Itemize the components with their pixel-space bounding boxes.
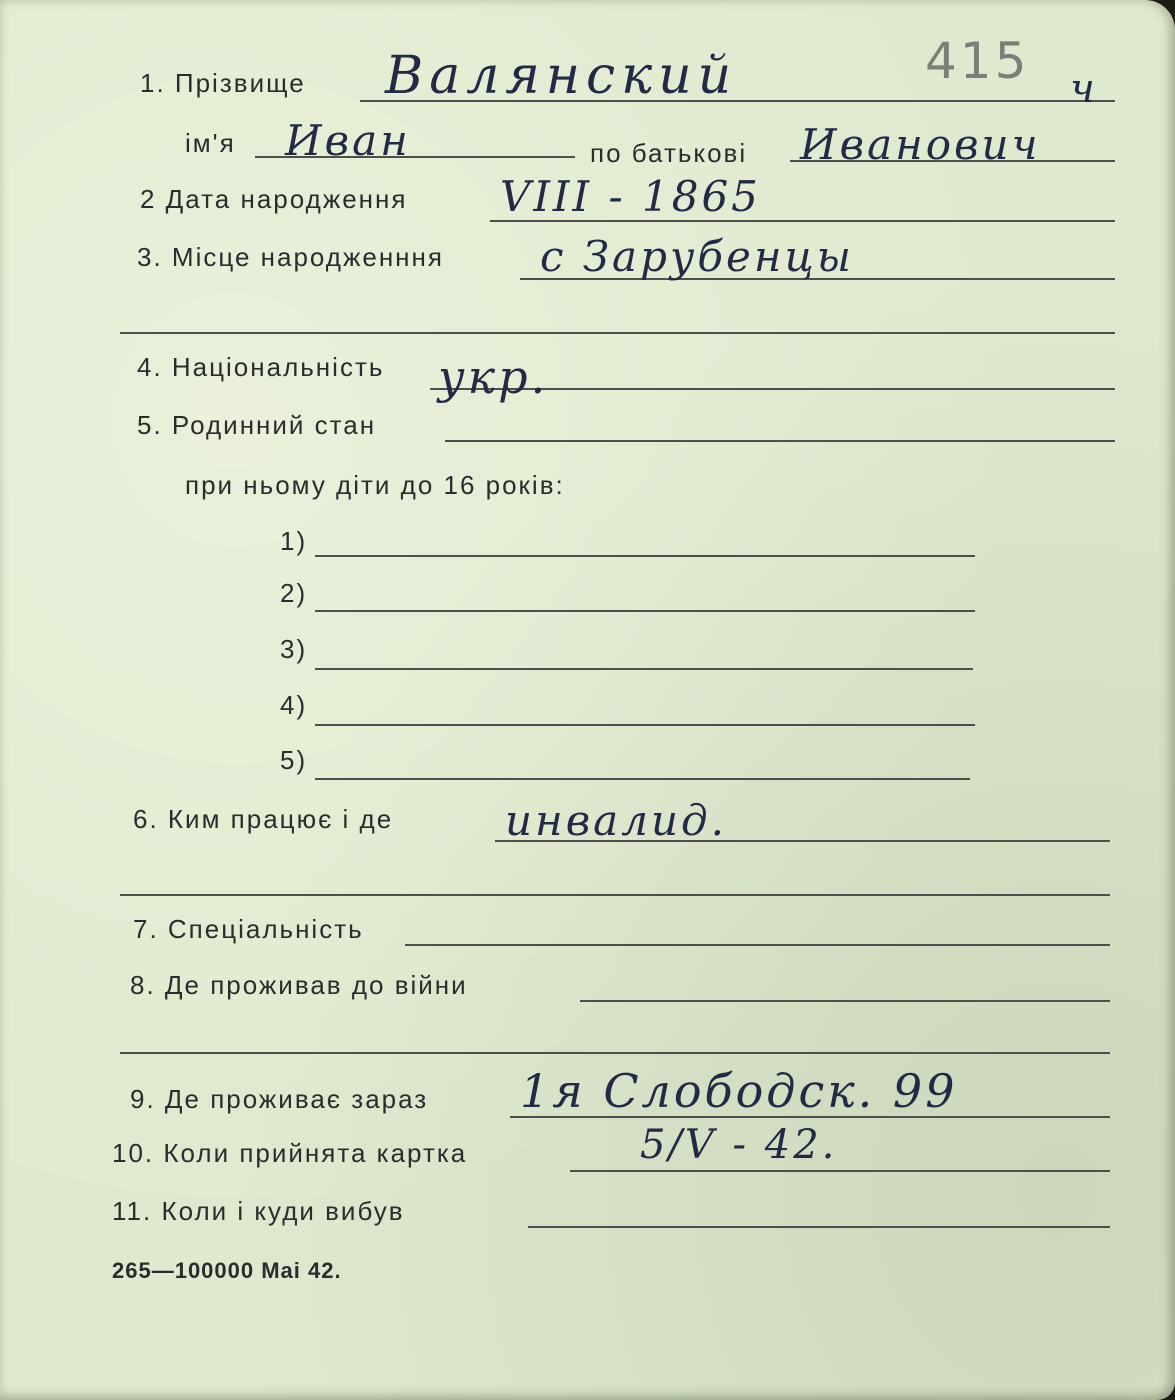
departure-line (528, 1226, 1110, 1228)
birth-place-value: с Зарубенцы (540, 232, 854, 281)
nationality-label: 4. Національність (137, 352, 385, 382)
patronymic-value: Иванович (800, 120, 1041, 169)
birth-date-value: VIII - 1865 (500, 172, 761, 221)
child-line-2 (315, 610, 975, 612)
card-number: 415 (925, 32, 1030, 90)
birth-date-label: 2 Дата народження (140, 184, 408, 214)
birth-place-line-2 (120, 332, 1115, 334)
occupation-value: инвалид. (505, 796, 727, 845)
occupation-label: 6. Ким працює і де (133, 804, 394, 834)
occupation-line-2 (120, 894, 1110, 896)
card-date-label: 10. Коли прийнята картка (112, 1138, 468, 1168)
current-address-label: 9. Де проживає зараз (130, 1084, 429, 1114)
print-code: 265—100000 Mai 42. (112, 1258, 342, 1283)
child-number-4: 4) (280, 690, 308, 720)
prewar-address-line-2 (120, 1052, 1110, 1054)
child-line-5 (315, 778, 970, 780)
specialty-line (405, 944, 1110, 946)
birth-place-label: 3. Місце народженння (137, 242, 444, 272)
nationality-value: укр. (438, 350, 549, 404)
patronymic-label: по батькові (590, 138, 748, 168)
child-number-1: 1) (280, 526, 308, 556)
specialty-label: 7. Спеціальність (133, 914, 364, 944)
marital-status-line (445, 440, 1115, 442)
current-address-value: 1я Слободск. 99 (520, 1064, 958, 1118)
name-value: Иван (285, 116, 411, 165)
departure-label: 11. Коли і куди вибув (112, 1196, 405, 1226)
child-number-5: 5) (280, 745, 308, 775)
corner-mark: ч (1070, 66, 1098, 112)
child-number-2: 2) (280, 578, 308, 608)
card-date-line (570, 1170, 1110, 1172)
child-line-1 (315, 555, 975, 557)
child-line-3 (315, 668, 973, 670)
child-line-4 (315, 724, 975, 726)
children-label: при ньому діти до 16 років: (185, 470, 565, 500)
card-date-value: 5/V - 42. (640, 1122, 838, 1168)
child-number-3: 3) (280, 634, 308, 664)
surname-value: Валянский (385, 46, 738, 106)
prewar-address-line (580, 1000, 1110, 1002)
prewar-address-label: 8. Де проживав до війни (130, 970, 468, 1000)
name-label: ім'я (185, 128, 236, 158)
surname-label: 1. Прізвище (140, 68, 306, 98)
marital-status-label: 5. Родинний стан (137, 410, 377, 440)
